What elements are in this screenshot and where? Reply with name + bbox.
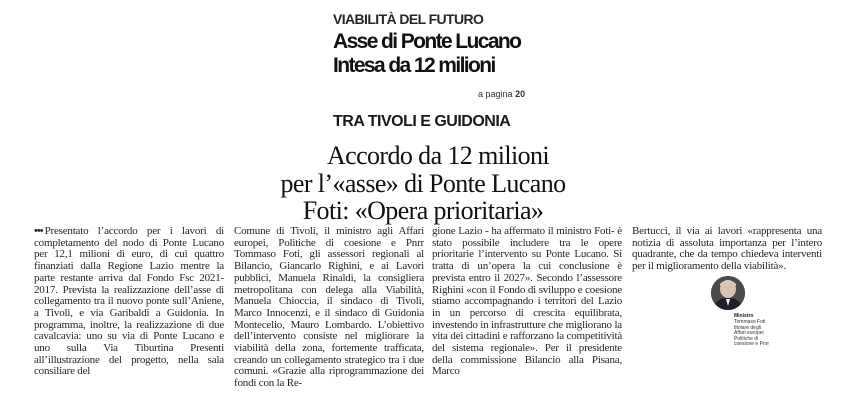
article-column-3 — [432, 226, 622, 378]
headline-line-2: per l’«asse» di Ponte Lucano — [280, 168, 566, 198]
article-column-1 — [34, 226, 224, 378]
column-1-text: Presentato l’accordo per i lavori di completamento del nodo di Ponte Lucano per 12,1 milioni di euro, di cui quattro finanziati dalla Regione Lazio mentre la parte restante arriva dal Fondo Fsc 2021-2017. Prevista la realizzazione dell’asse di collegamento tra il nuovo ponte sull’Aniene, a Tivoli, e via Garibaldi a Guidonia. In programma, inoltre, la realizzazione di due cavalcavia: uno su via di Ponte Lucano e uno sulla Via Tiburtina Presenti all’illustrazione del progetto, nella sala consiliare del — [34, 225, 224, 378]
column-4-text: Bertucci, il via ai lavori «rappresenta una notizia di assoluta importanza per l’intero quadrante, che da tempo chiedeva interventi per il miglioramento della viabilità». — [632, 225, 822, 273]
article-column-2 — [234, 226, 424, 390]
article-column-4 — [632, 226, 822, 273]
caption-text: Tommaso Foti titolare degli Affari europei Politiche di coesione e Pnrr — [734, 319, 770, 348]
page-reference-prefix: a pagina — [478, 89, 513, 99]
teaser-title[interactable] — [333, 30, 520, 78]
caption-title: Ministro — [734, 313, 754, 319]
headline-line-1: Accordo da 12 milioni — [326, 141, 550, 170]
article-headline — [0, 142, 846, 225]
column-2-text: Comune di Tivoli, il ministro agli Affari europei, Politiche di coesione e Pnrr Tommaso Foti, gli assessori regionali al Bilancio, Giancarlo Righini, e ai Lavori pubblici, Manuela Rinaldi, la consigliera metropolitana con delega alla Viabilità, Manuela Chioccia, il sindaco di Tivoli, Marco Innocenzi, e il sindaco di Guidonia Montecelio, Mauro Lombardo. L’obiettivo dell’intervento consiste nel migliorare la viabilità della zona, fortemente trafficata, creando un collegamento strategico tra i due comuni. «Grazie alla riprogrammazione dei fondi con la Re- — [234, 225, 424, 390]
teaser-title-line-1: Asse di Ponte Lucano — [333, 30, 521, 53]
minister-portrait — [711, 276, 745, 310]
headline-line-3: Foti: «Opera prioritaria» — [302, 196, 544, 225]
teaser-kicker: VIABILITÀ DEL FUTURO — [333, 11, 484, 27]
bullet-marker: ••• — [34, 225, 43, 237]
page-reference[interactable] — [478, 89, 525, 99]
article-kicker: TRA TIVOLI E GUIDONIA — [333, 113, 511, 130]
teaser-title-line-2: Intesa da 12 milioni — [333, 54, 495, 77]
page-reference-number: 20 — [515, 89, 526, 99]
portrait-image — [711, 276, 745, 310]
column-3-text: gione Lazio - ha affermato il ministro Foti- è stato possibile includere tra le opere prioritarie l’intervento su Ponte Lucano. Si tratta di un’opera la cui conclusione è prevista entro il 2027». Secondo l’assessore Righini «con il Fondo di sviluppo e coesione stiamo accompagnando i territori del Lazio in un percorso di crescita equilibrata, investendo in infrastrutture che migliorano la vita dei cittadini e rafforzano la competitività del sistema regionale». Per il presidente della commissione Bilancio alla Pisana, Marco — [432, 225, 622, 378]
